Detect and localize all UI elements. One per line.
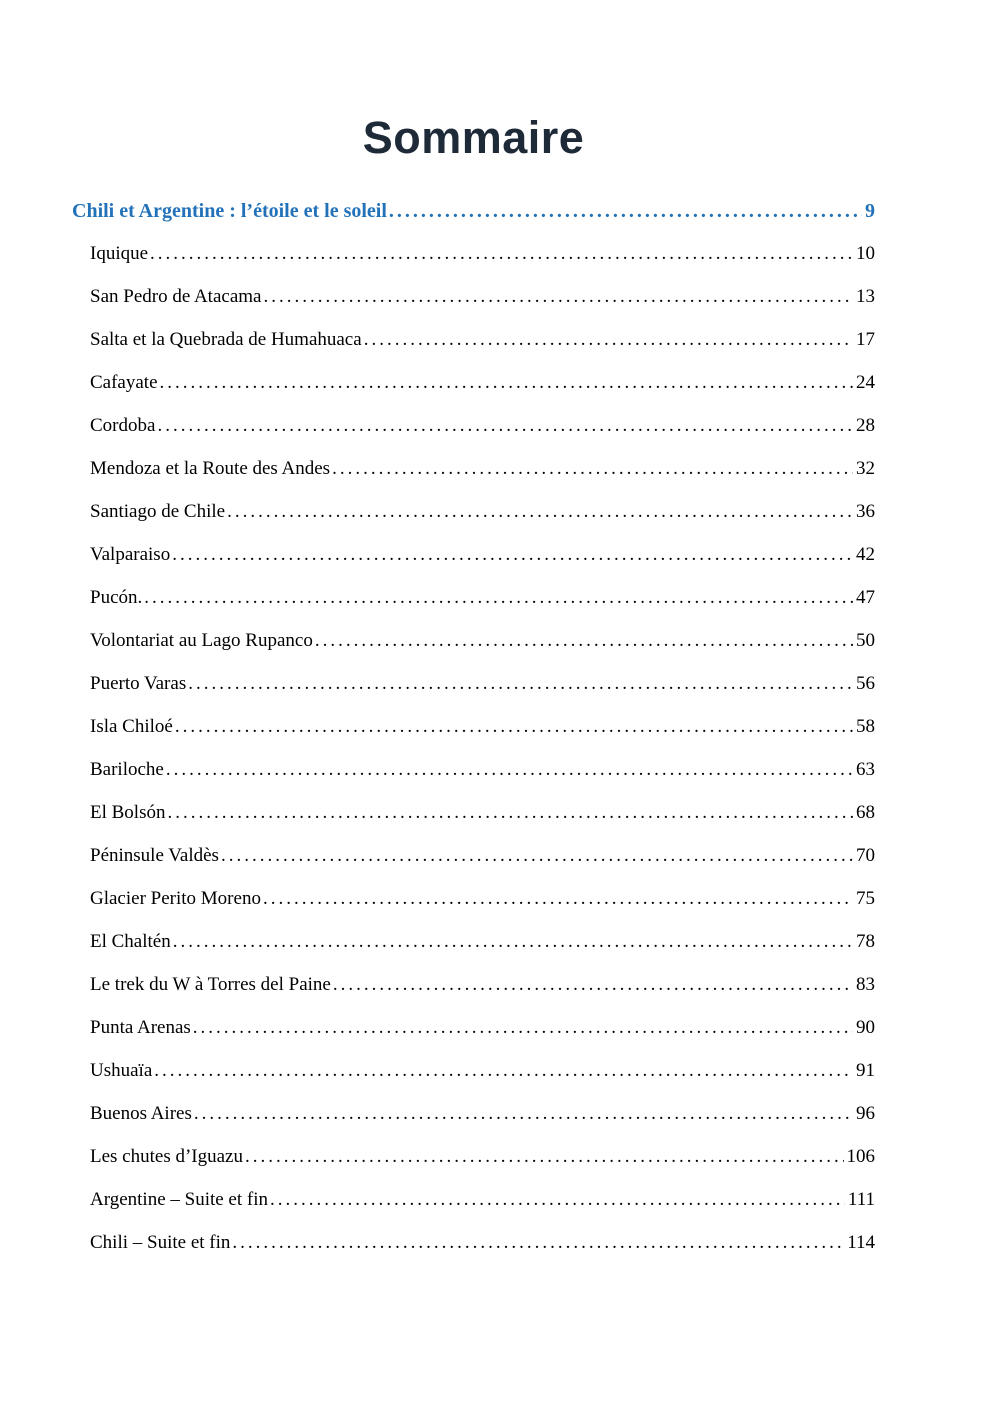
toc-entry-label[interactable]: Pucón. (90, 587, 143, 608)
toc-entry-label[interactable]: Volontariat au Lago Rupanco (90, 630, 313, 651)
dot-leader (172, 544, 853, 566)
toc-entry-label[interactable]: Ushuaïa (90, 1060, 153, 1081)
toc-entry-label[interactable]: Puerto Varas (90, 673, 187, 694)
toc-entry[interactable] (72, 1146, 875, 1168)
toc-entry-page[interactable]: 106 (846, 1146, 875, 1167)
dot-leader (173, 931, 853, 953)
toc-entry-page[interactable]: 68 (856, 802, 875, 823)
dot-leader (221, 845, 853, 867)
toc-entry-page[interactable]: 83 (856, 974, 875, 995)
toc-entry-page[interactable]: 56 (856, 673, 875, 694)
toc-entry[interactable] (72, 286, 875, 308)
dot-leader (389, 200, 862, 222)
toc-entry-page[interactable]: 42 (856, 544, 875, 565)
dot-leader (194, 1103, 853, 1125)
toc-entry-page[interactable]: 96 (856, 1103, 875, 1124)
toc-entry-label[interactable]: Glacier Perito Moreno (90, 888, 261, 909)
toc-entry-label[interactable]: Péninsule Valdès (90, 845, 219, 866)
dot-leader (150, 243, 853, 265)
toc-entry[interactable] (72, 974, 875, 996)
dot-leader (270, 1189, 845, 1211)
table-of-contents (72, 200, 875, 1254)
toc-entry-page[interactable]: 90 (856, 1017, 875, 1038)
toc-entry-list (72, 243, 875, 1254)
toc-heading-page[interactable]: 9 (865, 200, 875, 222)
toc-entry[interactable] (72, 329, 875, 351)
toc-entry[interactable] (72, 630, 875, 652)
toc-entry-page[interactable]: 91 (856, 1060, 875, 1081)
toc-entry-page[interactable]: 63 (856, 759, 875, 780)
toc-entry-label[interactable]: Les chutes d’Iguazu (90, 1146, 243, 1167)
toc-entry-page[interactable]: 36 (856, 501, 875, 522)
toc-entry[interactable] (72, 243, 875, 265)
dot-leader (263, 888, 853, 910)
toc-entry-label[interactable]: Iquique (90, 243, 149, 264)
toc-entry-label[interactable]: Cafayate (90, 372, 158, 393)
toc-entry-page[interactable]: 50 (856, 630, 875, 651)
dot-leader (263, 286, 853, 308)
toc-entry-label[interactable]: Le trek du W à Torres del Paine (90, 974, 331, 995)
toc-entry-page[interactable]: 47 (856, 587, 875, 608)
toc-entry-page[interactable]: 58 (856, 716, 875, 737)
page-title: Sommaire (362, 112, 585, 163)
toc-entry[interactable] (72, 1103, 875, 1125)
toc-entry[interactable] (72, 415, 875, 437)
toc-entry-page[interactable]: 13 (856, 286, 875, 307)
toc-heading-row[interactable] (72, 200, 875, 222)
toc-entry[interactable] (72, 1232, 875, 1254)
toc-entry-label[interactable]: Valparaiso (90, 544, 171, 565)
toc-entry-page[interactable]: 114 (847, 1232, 875, 1253)
toc-entry[interactable] (72, 372, 875, 394)
dot-leader (232, 1232, 844, 1254)
toc-entry[interactable] (72, 587, 875, 609)
dot-leader (245, 1146, 844, 1168)
dot-leader (188, 673, 853, 695)
dot-leader (144, 587, 853, 609)
toc-entry[interactable] (72, 1017, 875, 1039)
toc-entry-label[interactable]: Mendoza et la Route des Andes (90, 458, 331, 479)
toc-entry[interactable] (72, 802, 875, 824)
toc-entry[interactable] (72, 458, 875, 480)
toc-entry-page[interactable]: 32 (856, 458, 875, 479)
dot-leader (175, 716, 853, 738)
dot-leader (160, 372, 853, 394)
toc-entry[interactable] (72, 1060, 875, 1082)
toc-entry-page[interactable]: 24 (856, 372, 875, 393)
toc-heading-label[interactable]: Chili et Argentine : l’étoile et le soleil (72, 200, 387, 222)
toc-entry[interactable] (72, 759, 875, 781)
toc-entry-label[interactable]: Argentine – Suite et fin (90, 1189, 269, 1210)
toc-entry-label[interactable]: Cordoba (90, 415, 156, 436)
dot-leader (167, 802, 853, 824)
dot-leader (315, 630, 853, 652)
toc-entry-page[interactable]: 10 (856, 243, 875, 264)
toc-entry-label[interactable]: Santiago de Chile (90, 501, 226, 522)
toc-entry[interactable] (72, 716, 875, 738)
dot-leader (154, 1060, 853, 1082)
toc-entry[interactable] (72, 501, 875, 523)
toc-entry-label[interactable]: Chili – Suite et fin (90, 1232, 231, 1253)
toc-entry[interactable] (72, 673, 875, 695)
dot-leader (193, 1017, 853, 1039)
toc-entry-label[interactable]: Buenos Aires (90, 1103, 192, 1124)
toc-entry-page[interactable]: 70 (856, 845, 875, 866)
dot-leader (166, 759, 853, 781)
dot-leader (364, 329, 853, 351)
toc-entry-label[interactable]: San Pedro de Atacama (90, 286, 262, 307)
toc-entry-page[interactable]: 28 (856, 415, 875, 436)
dot-leader (157, 415, 853, 437)
toc-entry-page[interactable]: 17 (856, 329, 875, 350)
dot-leader (333, 974, 853, 996)
toc-entry[interactable] (72, 845, 875, 867)
toc-entry-label[interactable]: Isla Chiloé (90, 716, 173, 737)
toc-entry-page[interactable]: 111 (847, 1189, 875, 1210)
toc-entry[interactable] (72, 1189, 875, 1211)
toc-entry-label[interactable]: El Chaltén (90, 931, 171, 952)
dot-leader (227, 501, 853, 523)
toc-entry-label[interactable]: Bariloche (90, 759, 164, 780)
toc-entry-page[interactable]: 75 (856, 888, 875, 909)
toc-entry[interactable] (72, 544, 875, 566)
toc-entry-label[interactable]: Punta Arenas (90, 1017, 191, 1038)
toc-entry-page[interactable]: 78 (856, 931, 875, 952)
dot-leader (332, 458, 853, 480)
toc-entry[interactable] (72, 888, 875, 910)
toc-entry-label[interactable]: Salta et la Quebrada de Humahuaca (90, 329, 362, 350)
toc-entry[interactable] (72, 931, 875, 953)
toc-entry-label[interactable]: El Bolsón (90, 802, 166, 823)
